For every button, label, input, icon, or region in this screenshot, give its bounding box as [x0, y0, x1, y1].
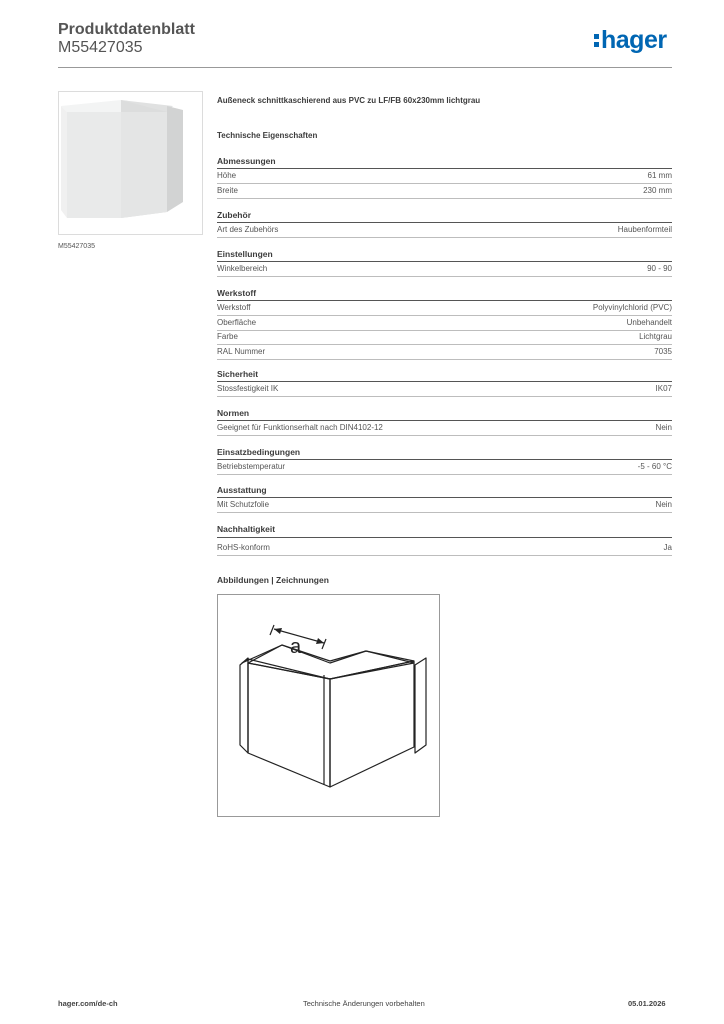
table-row: [217, 184, 672, 199]
table-row: [217, 301, 672, 316]
row-label: RAL Nummer: [217, 347, 266, 356]
section-title-nachhaltigkeit: Nachhaltigkeit: [217, 524, 276, 534]
row-value: IK07: [655, 384, 672, 393]
footer-disclaimer: Technische Änderungen vorbehalten: [303, 999, 425, 1008]
row-label: Oberfläche: [217, 318, 257, 327]
row-value: -5 - 60 °C: [637, 462, 672, 471]
header-divider: [58, 67, 672, 68]
row-label: Stossfestigkeit IK: [217, 384, 279, 393]
product-photo-icon: [59, 92, 202, 234]
row-value: Lichtgrau: [639, 332, 672, 341]
table-row: [217, 169, 672, 184]
section-title-einstellungen: Einstellungen: [217, 249, 273, 259]
dimension-label: a: [290, 636, 302, 658]
section-title-abmessungen: Abmessungen: [217, 156, 276, 166]
table-row: [217, 223, 672, 238]
section-divider: [217, 537, 672, 538]
row-value: 61 mm: [647, 171, 672, 180]
row-label: RoHS-konform: [217, 543, 270, 552]
row-label: Geeignet für Funktionserhalt nach DIN4102-12: [217, 423, 383, 432]
product-image: [58, 91, 203, 235]
technical-drawing: [217, 594, 440, 817]
row-value: Haubenformteil: [617, 225, 672, 234]
section-title-zubehoer: Zubehör: [217, 210, 251, 220]
table-row: [217, 541, 672, 556]
page-title: Produktdatenblatt: [58, 21, 195, 38]
row-label: Werkstoff: [217, 303, 251, 312]
row-label: Farbe: [217, 332, 238, 341]
section-heading: Technische Eigenschaften: [217, 131, 318, 140]
row-label: Winkelbereich: [217, 264, 268, 273]
table-row: [217, 460, 672, 475]
row-value: Ja: [663, 543, 672, 552]
row-label: Höhe: [217, 171, 237, 180]
row-value: Unbehandelt: [626, 318, 672, 327]
section-title-ausstattung: Ausstattung: [217, 485, 267, 495]
section-title-sicherheit: Sicherheit: [217, 369, 259, 379]
row-label: Betriebstemperatur: [217, 462, 286, 471]
logo-text: hager: [601, 26, 667, 54]
image-caption: M55427035: [58, 243, 95, 250]
row-value: 90 - 90: [647, 264, 672, 273]
section-title-werkstoff: Werkstoff: [217, 288, 257, 298]
row-value: Polyvinylchlorid (PVC): [592, 303, 672, 312]
table-row: [217, 421, 672, 436]
hager-logo: [594, 26, 667, 55]
table-row: [217, 382, 672, 397]
table-row: [217, 316, 672, 331]
table-row: [217, 498, 672, 513]
row-value: 7035: [654, 347, 672, 356]
row-label: Art des Zubehörs: [217, 225, 279, 234]
footer-website[interactable]: hager.com/de-ch: [58, 999, 118, 1008]
table-row: [217, 330, 672, 345]
section-title-einsatzbedingungen: Einsatzbedingungen: [217, 447, 301, 457]
drawings-heading: Abbildungen | Zeichnungen: [217, 575, 329, 585]
logo-colon-icon: [594, 32, 600, 48]
product-title: Außeneck schnittkaschierend aus PVC zu LF/FB 60x230mm lichtgrau: [217, 96, 481, 105]
row-label: Breite: [217, 186, 238, 195]
row-value: Nein: [655, 500, 672, 509]
corner-drawing-icon: [218, 595, 439, 816]
article-number: M55427035: [58, 39, 143, 56]
row-value: Nein: [655, 423, 672, 432]
row-label: Mit Schutzfolie: [217, 500, 270, 509]
section-title-normen: Normen: [217, 408, 250, 418]
table-row: [217, 345, 672, 360]
table-row: [217, 262, 672, 277]
footer-date: 05.01.2026: [628, 999, 666, 1008]
row-value: 230 mm: [643, 186, 672, 195]
